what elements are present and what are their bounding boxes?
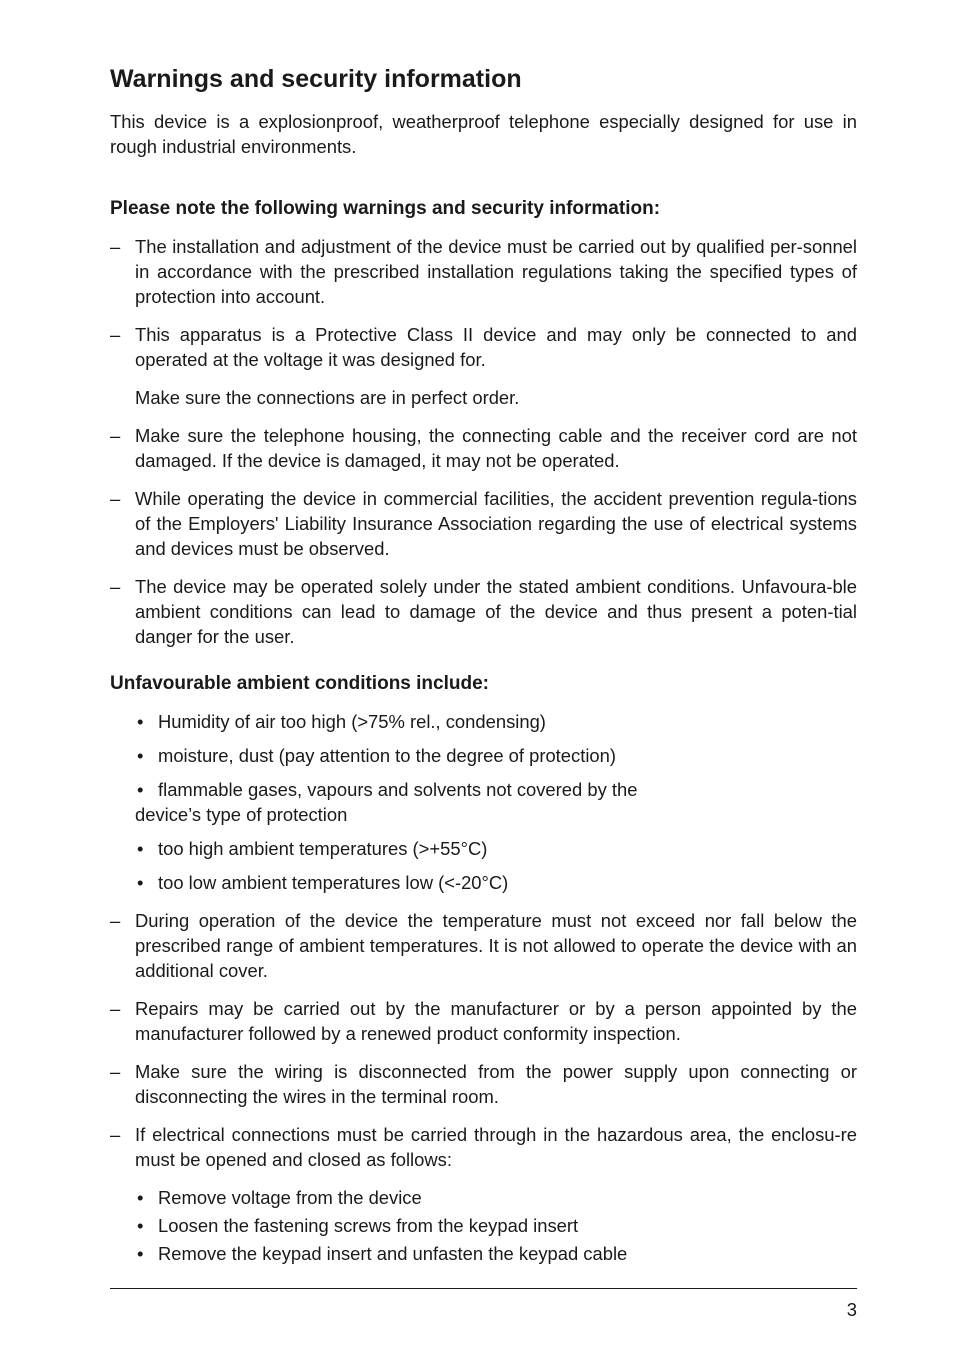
dash-marker: – bbox=[110, 324, 121, 345]
warning-text: During operation of the device the temperature must not exceed nor fall below the prescribed range of ambient temperatures. It is not allowed to operate the device with an additional cover. bbox=[135, 910, 857, 981]
step-text: Remove the keypad insert and unfasten the keypad cable bbox=[158, 1243, 628, 1264]
dash-marker: – bbox=[110, 998, 121, 1019]
footer-divider bbox=[110, 1288, 857, 1289]
conditions-heading: Unfavourable ambient conditions include: bbox=[110, 673, 489, 694]
list-item bbox=[110, 836, 857, 861]
warning-text: This apparatus is a Protective Class II device and may only be connected to and operated at the voltage it was designed for. bbox=[135, 324, 857, 370]
bullet-marker: • bbox=[137, 711, 144, 732]
intro-paragraph: This device is a explosionproof, weatherproof telephone especially designed for use in rough industrial environments. bbox=[110, 111, 857, 157]
list-item bbox=[110, 743, 857, 768]
dash-marker: – bbox=[110, 1124, 121, 1145]
warning-text: The installation and adjustment of the device must be carried out by qualified per-sonnel in accordance with the prescribed installation regulations taking the specified types of protection into account. bbox=[135, 236, 857, 307]
list-item bbox=[110, 870, 857, 895]
condition-text: Humidity of air too high (>75% rel., condensing) bbox=[158, 711, 546, 732]
notes-heading: Please note the following warnings and security information: bbox=[110, 198, 661, 219]
list-item bbox=[110, 777, 857, 827]
bullet-marker: • bbox=[137, 872, 144, 893]
document-page bbox=[110, 62, 857, 1279]
step-text: Remove voltage from the device bbox=[158, 1187, 422, 1208]
dash-marker: – bbox=[110, 576, 121, 597]
bullet-marker: • bbox=[137, 1243, 144, 1264]
bullet-marker: • bbox=[137, 779, 144, 800]
steps-list bbox=[110, 1185, 857, 1266]
warning-item bbox=[110, 423, 857, 473]
condition-text: too high ambient temperatures (>+55°C) bbox=[158, 838, 488, 859]
bullet-marker: • bbox=[137, 838, 144, 859]
bullet-marker: • bbox=[137, 745, 144, 766]
bullet-marker: • bbox=[137, 1187, 144, 1208]
step-text: Loosen the fastening screws from the keypad insert bbox=[158, 1215, 579, 1236]
connections-note: Make sure the connections are in perfect order. bbox=[135, 387, 520, 408]
page-title: Warnings and security information bbox=[110, 65, 522, 93]
bullet-marker: • bbox=[137, 1215, 144, 1236]
warning-text: If electrical connections must be carried through in the hazardous area, the enclosu-re must be opened and closed as follows: bbox=[135, 1124, 857, 1170]
condition-first-line bbox=[135, 777, 857, 802]
warning-text: The device may be operated solely under the stated ambient conditions. Unfavoura-ble ambient conditions can lead to damage of the device and thus present a poten-tial danger for the user. bbox=[135, 576, 857, 647]
dash-marker: – bbox=[110, 1061, 121, 1082]
warning-item bbox=[110, 1122, 857, 1172]
list-item bbox=[110, 1185, 857, 1210]
warning-text: Repairs may be carried out by the manufacturer or by a person appointed by the manufacturer followed by a renewed product conformity inspection. bbox=[135, 998, 857, 1044]
warning-text: Make sure the wiring is disconnected from the power supply upon connecting or disconnecting the wires in the terminal room. bbox=[135, 1061, 857, 1107]
dash-marker: – bbox=[110, 910, 121, 931]
warning-item bbox=[110, 996, 857, 1046]
condition-text: too low ambient temperatures low (<-20°C) bbox=[158, 872, 509, 893]
list-item bbox=[110, 1241, 857, 1266]
warning-item bbox=[110, 1059, 857, 1109]
warning-item bbox=[110, 574, 857, 649]
condition-text: flammable gases, vapours and solvents not covered by the bbox=[158, 779, 638, 800]
warning-item bbox=[110, 234, 857, 309]
condition-continuation: device’s type of protection bbox=[135, 804, 348, 825]
warning-text: Make sure the telephone housing, the connecting cable and the receiver cord are not damaged. If the device is damaged, it may not be operated. bbox=[135, 425, 857, 471]
list-item bbox=[110, 709, 857, 734]
warning-item bbox=[110, 908, 857, 983]
list-item bbox=[110, 1213, 857, 1238]
warning-item bbox=[110, 322, 857, 372]
warning-item bbox=[110, 486, 857, 561]
conditions-list bbox=[110, 709, 857, 895]
condition-text: moisture, dust (pay attention to the degree of protection) bbox=[158, 745, 616, 766]
dash-marker: – bbox=[110, 236, 121, 257]
dash-marker: – bbox=[110, 488, 121, 509]
page-number: 3 bbox=[846, 1299, 857, 1320]
warning-text: While operating the device in commercial facilities, the accident prevention regula-tions of the Employers' Liability Insurance Association regarding the use of electrical systems and devices must be observed. bbox=[135, 488, 857, 559]
dash-marker: – bbox=[110, 425, 121, 446]
